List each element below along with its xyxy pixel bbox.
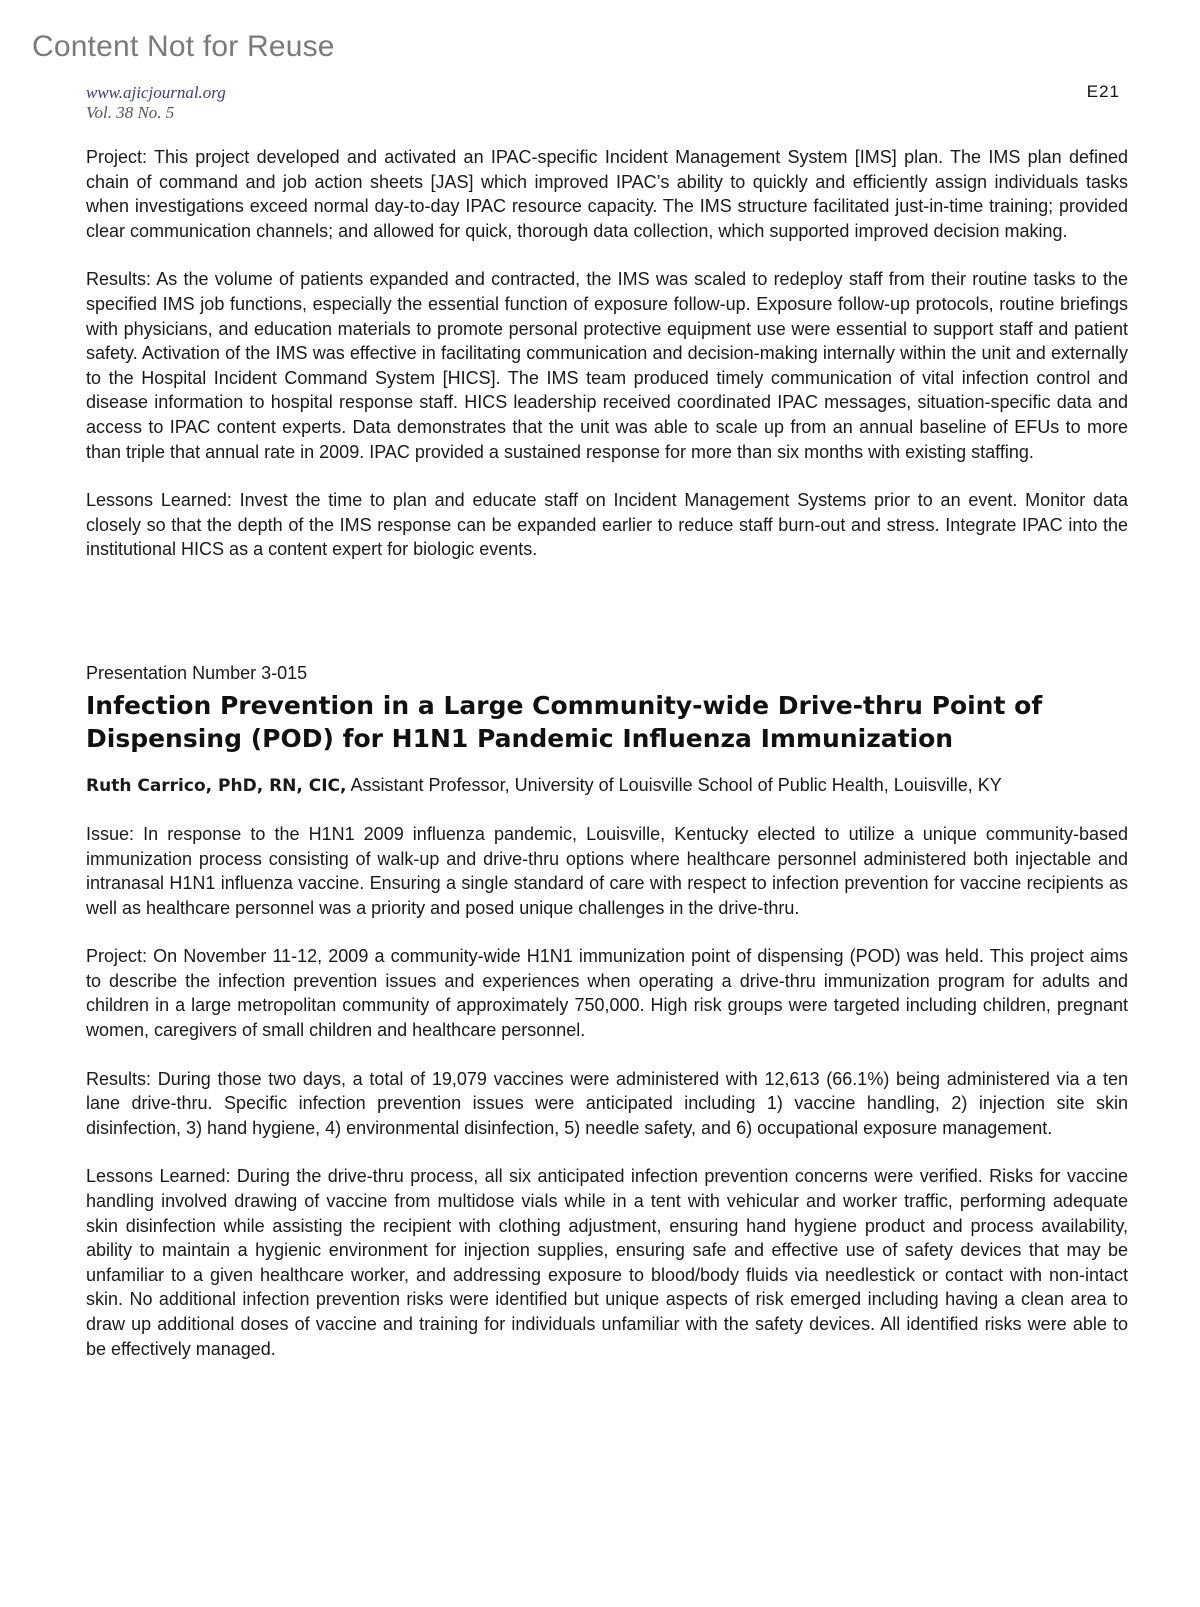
prev-project-paragraph: Project: This project developed and activated an IPAC-specific Incident Management System [IMS] plan. The IMS plan defined chain of command and job action sheets [JAS] which improved IPAC’s ability to quickly and efficiently assign individuals tasks when investigations exceed normal day-to-day IPAC resource capacity. The IMS structure facilitated just-in-time training; provided clear communication channels; and allowed for quick, thorough data collection, which supported improved decision making.: [86, 147, 1128, 241]
author-affiliation: Assistant Professor, University of Louisville School of Public Health, Louisville, KY: [346, 774, 1002, 795]
page-number: E21: [1086, 82, 1120, 101]
journal-url[interactable]: www.ajicjournal.org: [86, 83, 226, 102]
results-paragraph: Results: During those two days, a total of 19,079 vaccines were administered with 12,613 (66.1%) being administered via a ten lane drive-thru. Specific infection prevention issues were anticipated including 1) vaccine handling, 2) injection site skin disinfection, 3) hand hygiene, 4) environmental disinfection, 5) needle safety, and 6) occupational exposure management.: [86, 1068, 1128, 1138]
presentation-number: Presentation Number 3-015: [86, 662, 308, 683]
prev-results-paragraph: Results: As the volume of patients expanded and contracted, the IMS was scaled to redeploy staff from their routine tasks to the specified IMS job functions, especially the essential function of exposure follow-up. Exposure follow-up protocols, routine briefings with physicians, and education materials to promote personal protective equipment use were essential to support staff and patient safety. Activation of the IMS was effective in facilitating communication and decision-making internally within the unit and externally to the Hospital Incident Command System [HICS]. The IMS team produced timely communication of vital infection control and disease information to hospital response staff. HICS leadership received coordinated IPAC messages, situation-specific data and access to IPAC content experts. Data demonstrates that the unit was able to scale up from an annual baseline of EFUs to more than triple that annual rate in 2009. IPAC provided a sustained response for more than six months with existing staffing.: [86, 269, 1128, 462]
prev-lessons-paragraph: Lessons Learned: Invest the time to plan and educate staff on Incident Management Systems prior to an event. Monitor data closely so that the depth of the IMS response can be expanded earlier to reduce staff burn-out and stress. Integrate IPAC into the institutional HICS as a content expert for biologic events.: [86, 490, 1128, 560]
abstract-title: Infection Prevention in a Large Community-wide Drive-thru Point of Dispensing (POD) for H1N1 Pandemic Influenza Immunization: [86, 690, 1043, 753]
issue-paragraph: Issue: In response to the H1N1 2009 influenza pandemic, Louisville, Kentucky elected to utilize a unique community-based immunization process consisting of walk-up and drive-thru options where healthcare personnel administered both injectable and intranasal H1N1 influenza vaccine. Ensuring a single standard of care with respect to infection prevention for vaccine recipients as well as healthcare personnel was a priority and posed unique challenges in the drive-thru.: [86, 823, 1128, 918]
author-name: Ruth Carrico, PhD, RN, CIC,: [86, 775, 347, 796]
watermark: Content Not for Reuse: [32, 30, 335, 63]
page-content: [86, 145, 1128, 1385]
project-paragraph: Project: On November 11-12, 2009 a community-wide H1N1 immunization point of dispensing (POD) was held. This project aims to describe the infection prevention issues and experiences when operating a drive-thru immunization program for adults and children in a large metropolitan community of approximately 750,000. High risk groups were targeted including children, pregnant women, caregivers of small children and healthcare personnel.: [86, 946, 1128, 1041]
journal-header: [86, 83, 226, 123]
author-line: [86, 773, 1128, 798]
section-divider-space: [86, 586, 1128, 661]
journal-volume: Vol. 38 No. 5: [86, 103, 175, 122]
lessons-paragraph: Lessons Learned: During the drive-thru process, all six anticipated infection prevention concerns were verified. Risks for vaccine handling involved drawing of vaccine from multidose vials while in a tent with vehicular and worker traffic, performing adequate skin disinfection while assisting the recipient with clothing adjustment, ensuring hand hygiene product and process availability, ability to maintain a hygienic environment for injection supplies, ensuring safe and effective use of safety devices that may be unfamiliar to a given healthcare worker, and addressing exposure to blood/body fluids via needlestick or contact with non-intact skin. No additional infection prevention risks were identified but unique aspects of risk emerged including having a clean area to draw up additional doses of vaccine and training for individuals unfamiliar with the safety devices. All identified risks were able to be effectively managed.: [86, 1166, 1128, 1359]
